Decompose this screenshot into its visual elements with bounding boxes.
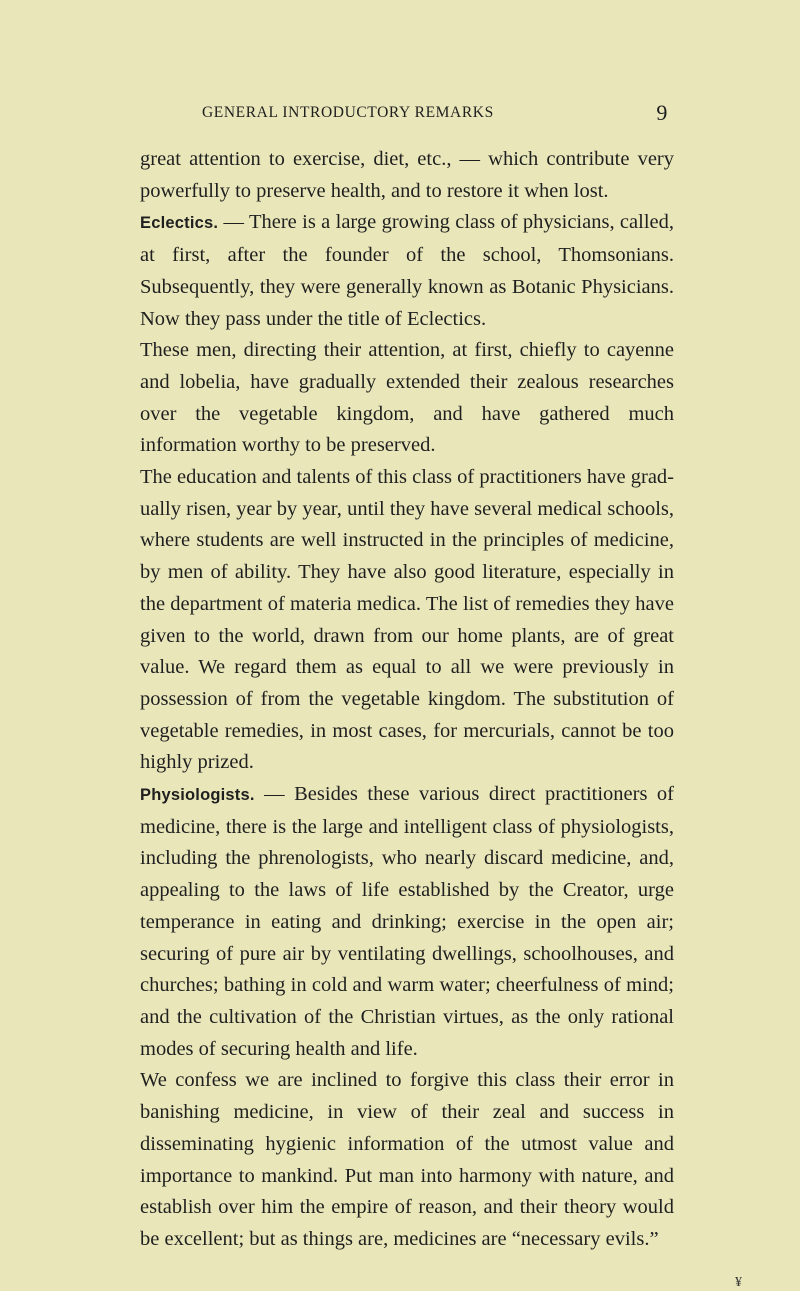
paragraph-education: The education and talents of this class of practitioners have gradually risen, year by year, until they have several medical schools, where students are well instructed in the principles of medicine, by men of ability. They have also good literature, especially in the department of materia medica. The list of remedies they have given to the world, drawn from our home plants, are of great value. We regard them as equal to all we were previously in possession of from the vegetable kingdom. The substitution of vegetable remedies, in most cases, for mercurials, cannot be too highly prized.	[140, 466, 674, 774]
bottom-mark: ¥	[735, 1275, 742, 1290]
paragraph-eclectics	[140, 207, 674, 335]
section-head-physiologists: Physiologists.	[140, 786, 255, 805]
paragraph-confess: We confess we are inclined to forgive this class their error in banishing medicine, in view of their zeal and success in disseminating hygienic information of the utmost value and importance to mankind. Put man into harmony with nature, and establish over him the empire of reason, and their theory would be excellent; but as things are, medicines are “necessary evils.”	[140, 1069, 674, 1250]
running-head	[140, 100, 670, 134]
paragraph-physiologists-text: — Besides these various direct practitioners of medicine, there is the large and intelligent class of physiologists, including the phrenologists, who nearly discard medicine, and, appealing to the laws of life established by the Creator, urge temperance in eating and drinking; exercise in the open air; securing of pure air by ventilating dwellings, schoolhouses, and churches; bathing in cold and warm water; cheerfulness of mind; and the cultivation of the Christian virtues, as the only rational modes of securing health and life.	[140, 783, 674, 1060]
paragraph-eclectics-text: — There is a large growing class of physicians, called, at first, after the founder of the school, Thomsonians. Subsequently, they were generally known as Botanic Physicians. Now they pass under the title of Eclectics.	[140, 211, 674, 330]
body-text	[140, 144, 674, 1256]
page-number: 9	[656, 100, 668, 125]
paragraph-cayenne: These men, directing their attention, at first, chiefly to cayenne and lobelia, have gradually extended their zealous researches over the vegetable kingdom, and have gathered much information worthy to be preserved.	[140, 339, 674, 457]
section-head-eclectics: Eclectics.	[140, 214, 219, 233]
running-head-title: GENERAL INTRODUCTORY REMARKS	[202, 104, 494, 121]
paragraph-physiologists	[140, 779, 674, 1065]
paragraph-continuation: great attention to exercise, diet, etc., — which contribute very powerfully to preserve health, and to restore it when lost.	[140, 148, 674, 202]
